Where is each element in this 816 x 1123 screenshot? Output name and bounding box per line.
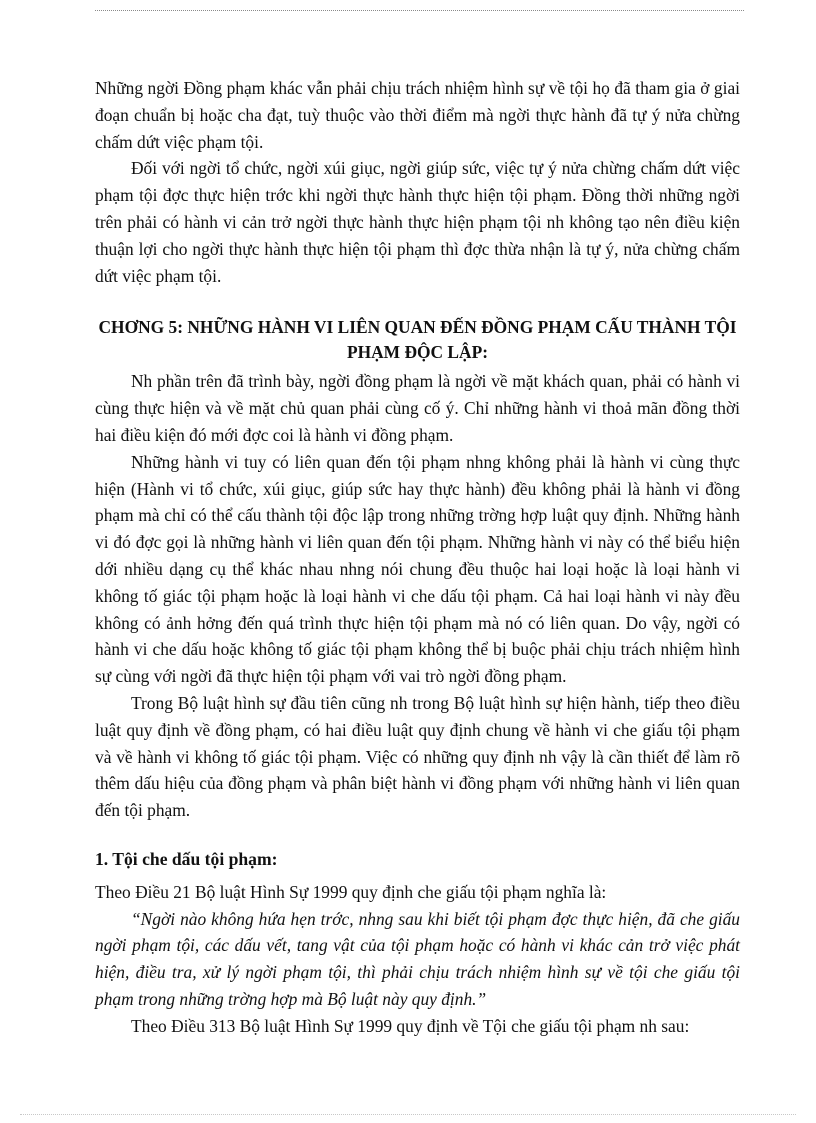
section-heading: 1. Tội che dấu tội phạm: bbox=[95, 848, 278, 869]
document-page bbox=[95, 75, 740, 1040]
chapter-heading: CHƠNG 5: NHỮNG HÀNH VI LIÊN QUAN ĐẾN ĐỒNG PHẠM CẤU THÀNH TỘI PHẠM ĐỘC LẬP: bbox=[98, 317, 737, 363]
paragraph: Những ngời Đồng phạm khác vẫn phải chịu trách nhiệm hình sự về tội họ đã tham gia ở giai đoạn chuẩn bị hoặc cha đạt, tuỳ thuộc vào thời điểm mà ngời thực hành đã tự ý nửa chừng chấm dứt việc phạm tội. bbox=[95, 78, 740, 152]
footer-dotted-rule bbox=[20, 1114, 796, 1115]
header-dotted-rule bbox=[95, 10, 744, 11]
paragraph: Những hành vi tuy có liên quan đến tội phạm nhng không phải là hành vi cùng thực hiện (Hành vi tổ chức, xúi giục, giúp sức hay thực hành) đều không phải là hành vi đồng phạm mà chỉ có thể cấu thành tội độc lập trong những trờng hợp luật quy định. Những hành vi đó đợc gọi là những hành vi liên quan đến tội phạm. Những hành vi này có thể biểu hiện dới nhiều dạng cụ thể khác nhau nhng nói chung đều thuộc hai loại hoặc là loại hành vi không tố giác tội phạm hoặc là loại hành vi che dấu tội phạm. Cả hai loại hành vi này đều không có ảnh hởng đến quá trình thực hiện tội phạm mà nó có liên quan. Do vậy, ngời có hành vi che dấu hoặc không tố giác tội phạm không thể bị buộc phải chịu trách nhiệm hình sự cùng với ngời đã thực hiện tội phạm với vai trò ngời đồng phạm. bbox=[95, 451, 740, 687]
paragraph: Trong Bộ luật hình sự đầu tiên cũng nh trong Bộ luật hình sự hiện hành, tiếp theo điều luật quy định về đồng phạm, có hai điều luật quy định chung về hành vi che giấu tội phạm và về hành vi không tố giác tội phạm. Việc có những quy định nh vậy là cần thiết để làm rõ thêm dấu hiệu của đồng phạm và phân biệt hành vi đồng phạm với những hành vi liên quan đến tội phạm. bbox=[95, 692, 740, 821]
paragraph: Theo Điều 313 Bộ luật Hình Sự 1999 quy định về Tội che giấu tội phạm nh sau: bbox=[131, 1015, 690, 1036]
section-intro: Theo Điều 21 Bộ luật Hình Sự 1999 quy định che giấu tội phạm nghĩa là: bbox=[95, 881, 607, 902]
paragraph: Nh phần trên đã trình bày, ngời đồng phạm là ngời về mặt khách quan, phải có hành vi cùng thực hiện và về mặt chủ quan phải cùng cố ý. Chỉ những hành vi thoả mãn đồng thời hai điều kiện đó mới đợc coi là hành vi đồng phạm. bbox=[95, 371, 740, 445]
paragraph: Đối với ngời tổ chức, ngời xúi giục, ngời giúp sức, việc tự ý nửa chừng chấm dứt việc phạm tội đợc thực hiện trớc khi ngời thực hành thực hiện tội phạm. Đồng thời những ngời trên phải có hành vi cản trở ngời thực hành thực hiện phạm tội nh không tạo nên điều kiện thuận lợi cho ngời thực hành thực hiện tội phạm thì đợc thừa nhận là tự ý, nửa chừng chấm dứt việc phạm tội. bbox=[95, 158, 740, 286]
legal-quote: “Ngời nào không hứa hẹn trớc, nhng sau khi biết tội phạm đợc thực hiện, đã che giấu ngời phạm tội, các dấu vết, tang vật của tội phạm hoặc có hành vi khác cản trở việc phát hiện, điều tra, xử lý ngời phạm tội, thì phải chịu trách nhiệm hình sự về tội che giấu tội phạm trong những trờng hợp mà Bộ luật này quy định.” bbox=[95, 908, 740, 1009]
